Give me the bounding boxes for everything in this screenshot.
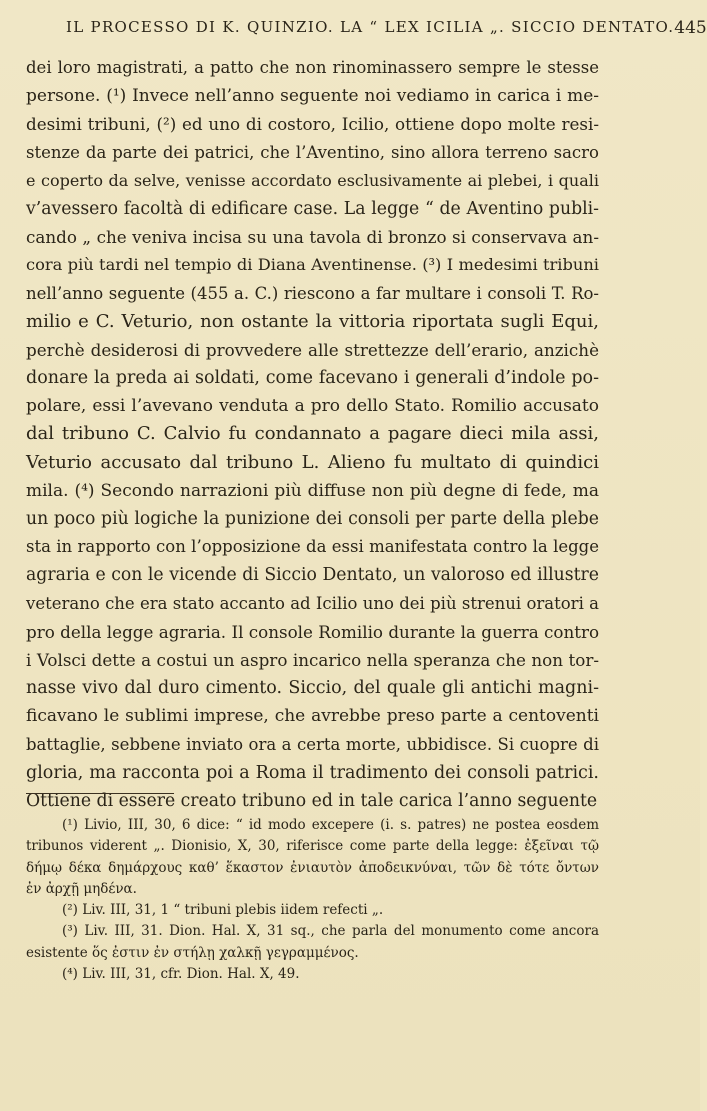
footnote-line: (³) Liv. III, 31. Dion. Hal. X, 31 sq., che parla del monumento come ancora	[62, 923, 599, 940]
text-line: donare la preda ai soldati, come facevano i generali d’indole po-	[26, 368, 599, 389]
text-line: polare, essi l’avevano venduta a pro dello Stato. Romilio accusato	[26, 396, 599, 417]
text-line: perchè desiderosi di provvedere alle strettezze dell’erario, anzichè	[26, 339, 599, 360]
text-line: cando „ che veniva incisa su una tavola di bronzo si conservava an-	[26, 227, 599, 248]
main-text	[26, 54, 599, 815]
text-line: milio e C. Veturio, non ostante la vittoria riportata sugli Equi,	[26, 310, 599, 332]
text-line: gloria, ma racconta poi a Roma il tradimento dei consoli patrici.	[26, 762, 599, 783]
text-line: dei loro magistrati, a patto che non rinominassero sempre le stesse	[26, 58, 599, 77]
text-line: cora più tardi nel tempio di Diana Aventinense. (³) I medesimi tribuni	[26, 255, 599, 275]
footnote-line: (²) Liv. III, 31, 1 “ tribuni plebis iidem refecti „.	[62, 902, 384, 919]
footnote-line: tribunos viderent „. Dionisio, X, 30, riferisce come parte della legge: ἐξεῖναι τῷ	[26, 838, 599, 855]
text-line: mila. (⁴) Secondo narrazioni più diffuse non più degne di fede, ma	[26, 480, 599, 501]
text-line: Ottiene di essere creato tribuno ed in tale carica l’anno seguente	[26, 790, 598, 811]
text-line: desimi tribuni, (²) ed uno di costoro, Icilio, ottiene dopo molte resi-	[26, 114, 599, 135]
text-line: ficavano le sublimi imprese, che avrebbe preso parte a centoventi	[26, 706, 599, 727]
footnote-line: ἐν ἀρχῇ μηδένα.	[26, 880, 137, 897]
page-number: 445	[674, 18, 707, 38]
text-line: veterano che era stato accanto ad Icilio uno dei più strenui oratori a	[26, 593, 599, 613]
footnote-line: (¹) Livio, III, 30, 6 dice: “ id modo excepere (i. s. patres) ne postea eosdem	[62, 817, 599, 833]
text-line: agraria e con le vicende di Siccio Dentato, un valoroso ed illustre	[26, 565, 599, 586]
text-line: nell’anno seguente (455 a. C.) riescono a far multare i consoli T. Ro-	[26, 283, 599, 303]
footnote-line: esistente ὅς ἐστιν ἐν στήλῃ χαλκῇ γεγραμμένος.	[26, 944, 359, 961]
text-line: battaglie, sebbene inviato ora a certa morte, ubbidisce. Si cuopre di	[26, 734, 599, 754]
text-line: Veturio accusato dal tribuno L. Alieno fu multato di quindici	[26, 451, 599, 473]
footnote-divider	[26, 793, 174, 794]
text-line: pro della legge agraria. Il console Romilio durante la guerra contro	[26, 621, 600, 642]
text-line: dal tribuno C. Calvio fu condannato a pagare dieci mila assi,	[26, 423, 599, 445]
text-line: persone. (¹) Invece nell’anno seguente noi vediamo in carica i me-	[26, 86, 599, 107]
footnote-line: δήμῳ δέκα δημάρχους καθ’ ἕκαστον ἐνιαυτὸν ἀποδεικνύναι, τῶν δὲ τότε ὄντων	[26, 859, 599, 876]
running-header	[66, 18, 707, 38]
footnotes	[26, 815, 599, 985]
running-title: IL PROCESSO DI K. QUINZIO. LA “ LEX ICILIA „. SICCIO DENTATO.	[66, 18, 675, 36]
footnote-line: (⁴) Liv. III, 31, cfr. Dion. Hal. X, 49.	[62, 966, 300, 983]
text-line: sta in rapporto con l’opposizione da essi manifestata contro la legge	[26, 537, 599, 557]
text-line: un poco più logiche la punizione dei consoli per parte della plebe	[26, 509, 599, 529]
text-line: i Volsci dette a costui un aspro incarico nella speranza che non tor-	[26, 649, 599, 670]
text-line: e coperto da selve, venisse accordato esclusivamente ai plebei, i quali	[26, 170, 599, 190]
text-line: v’avessero facoltà di edificare case. La legge “ de Aventino publi-	[26, 198, 599, 219]
text-line: nasse vivo dal duro cimento. Siccio, del quale gli antichi magni-	[26, 678, 599, 699]
text-line: stenze da parte dei patrici, che l’Aventino, sino allora terreno sacro	[26, 142, 599, 162]
